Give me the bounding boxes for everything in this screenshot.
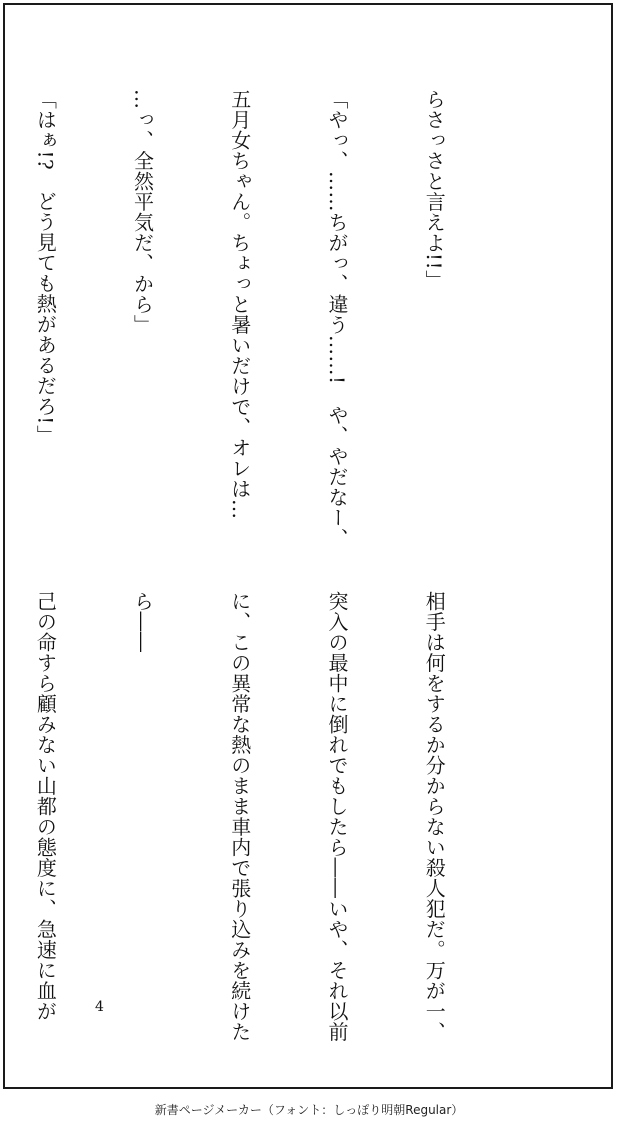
text-block-top <box>0 89 515 549</box>
text-line: 五月女ちゃん。ちょっと暑いだけで、オレは… <box>227 89 252 520</box>
text-block-bottom <box>0 591 515 1042</box>
text-line: 突入の最中に倒れでもしたら――いや、それ以前 <box>324 591 349 1042</box>
footer-caption: 新書ページメーカー（フォント：しっぽり明朝Regular） <box>154 1103 464 1117</box>
text-line: 相手は何をするか分からない殺人犯だ。万が一、 <box>422 591 447 1042</box>
page-number: 4 <box>95 999 104 1015</box>
text-line: らさっさと言えよ!!」 <box>422 89 447 291</box>
text-line: に、この異常な熱のまま車内で張り込みを続けた <box>227 591 252 1042</box>
page-frame <box>3 3 613 1089</box>
text-line: …っ、全然平気だ、から」 <box>130 89 155 335</box>
text-line: 己の命すら顧みない山都の態度に、急速に血が <box>33 591 58 1022</box>
text-line: 「やっ、……ちがっ、違う……! や、やだなー、 <box>324 89 349 549</box>
text-line: 「はぁ!? どう見ても熱があるだろ!」 <box>33 89 58 446</box>
text-line: ら―― <box>130 591 155 653</box>
